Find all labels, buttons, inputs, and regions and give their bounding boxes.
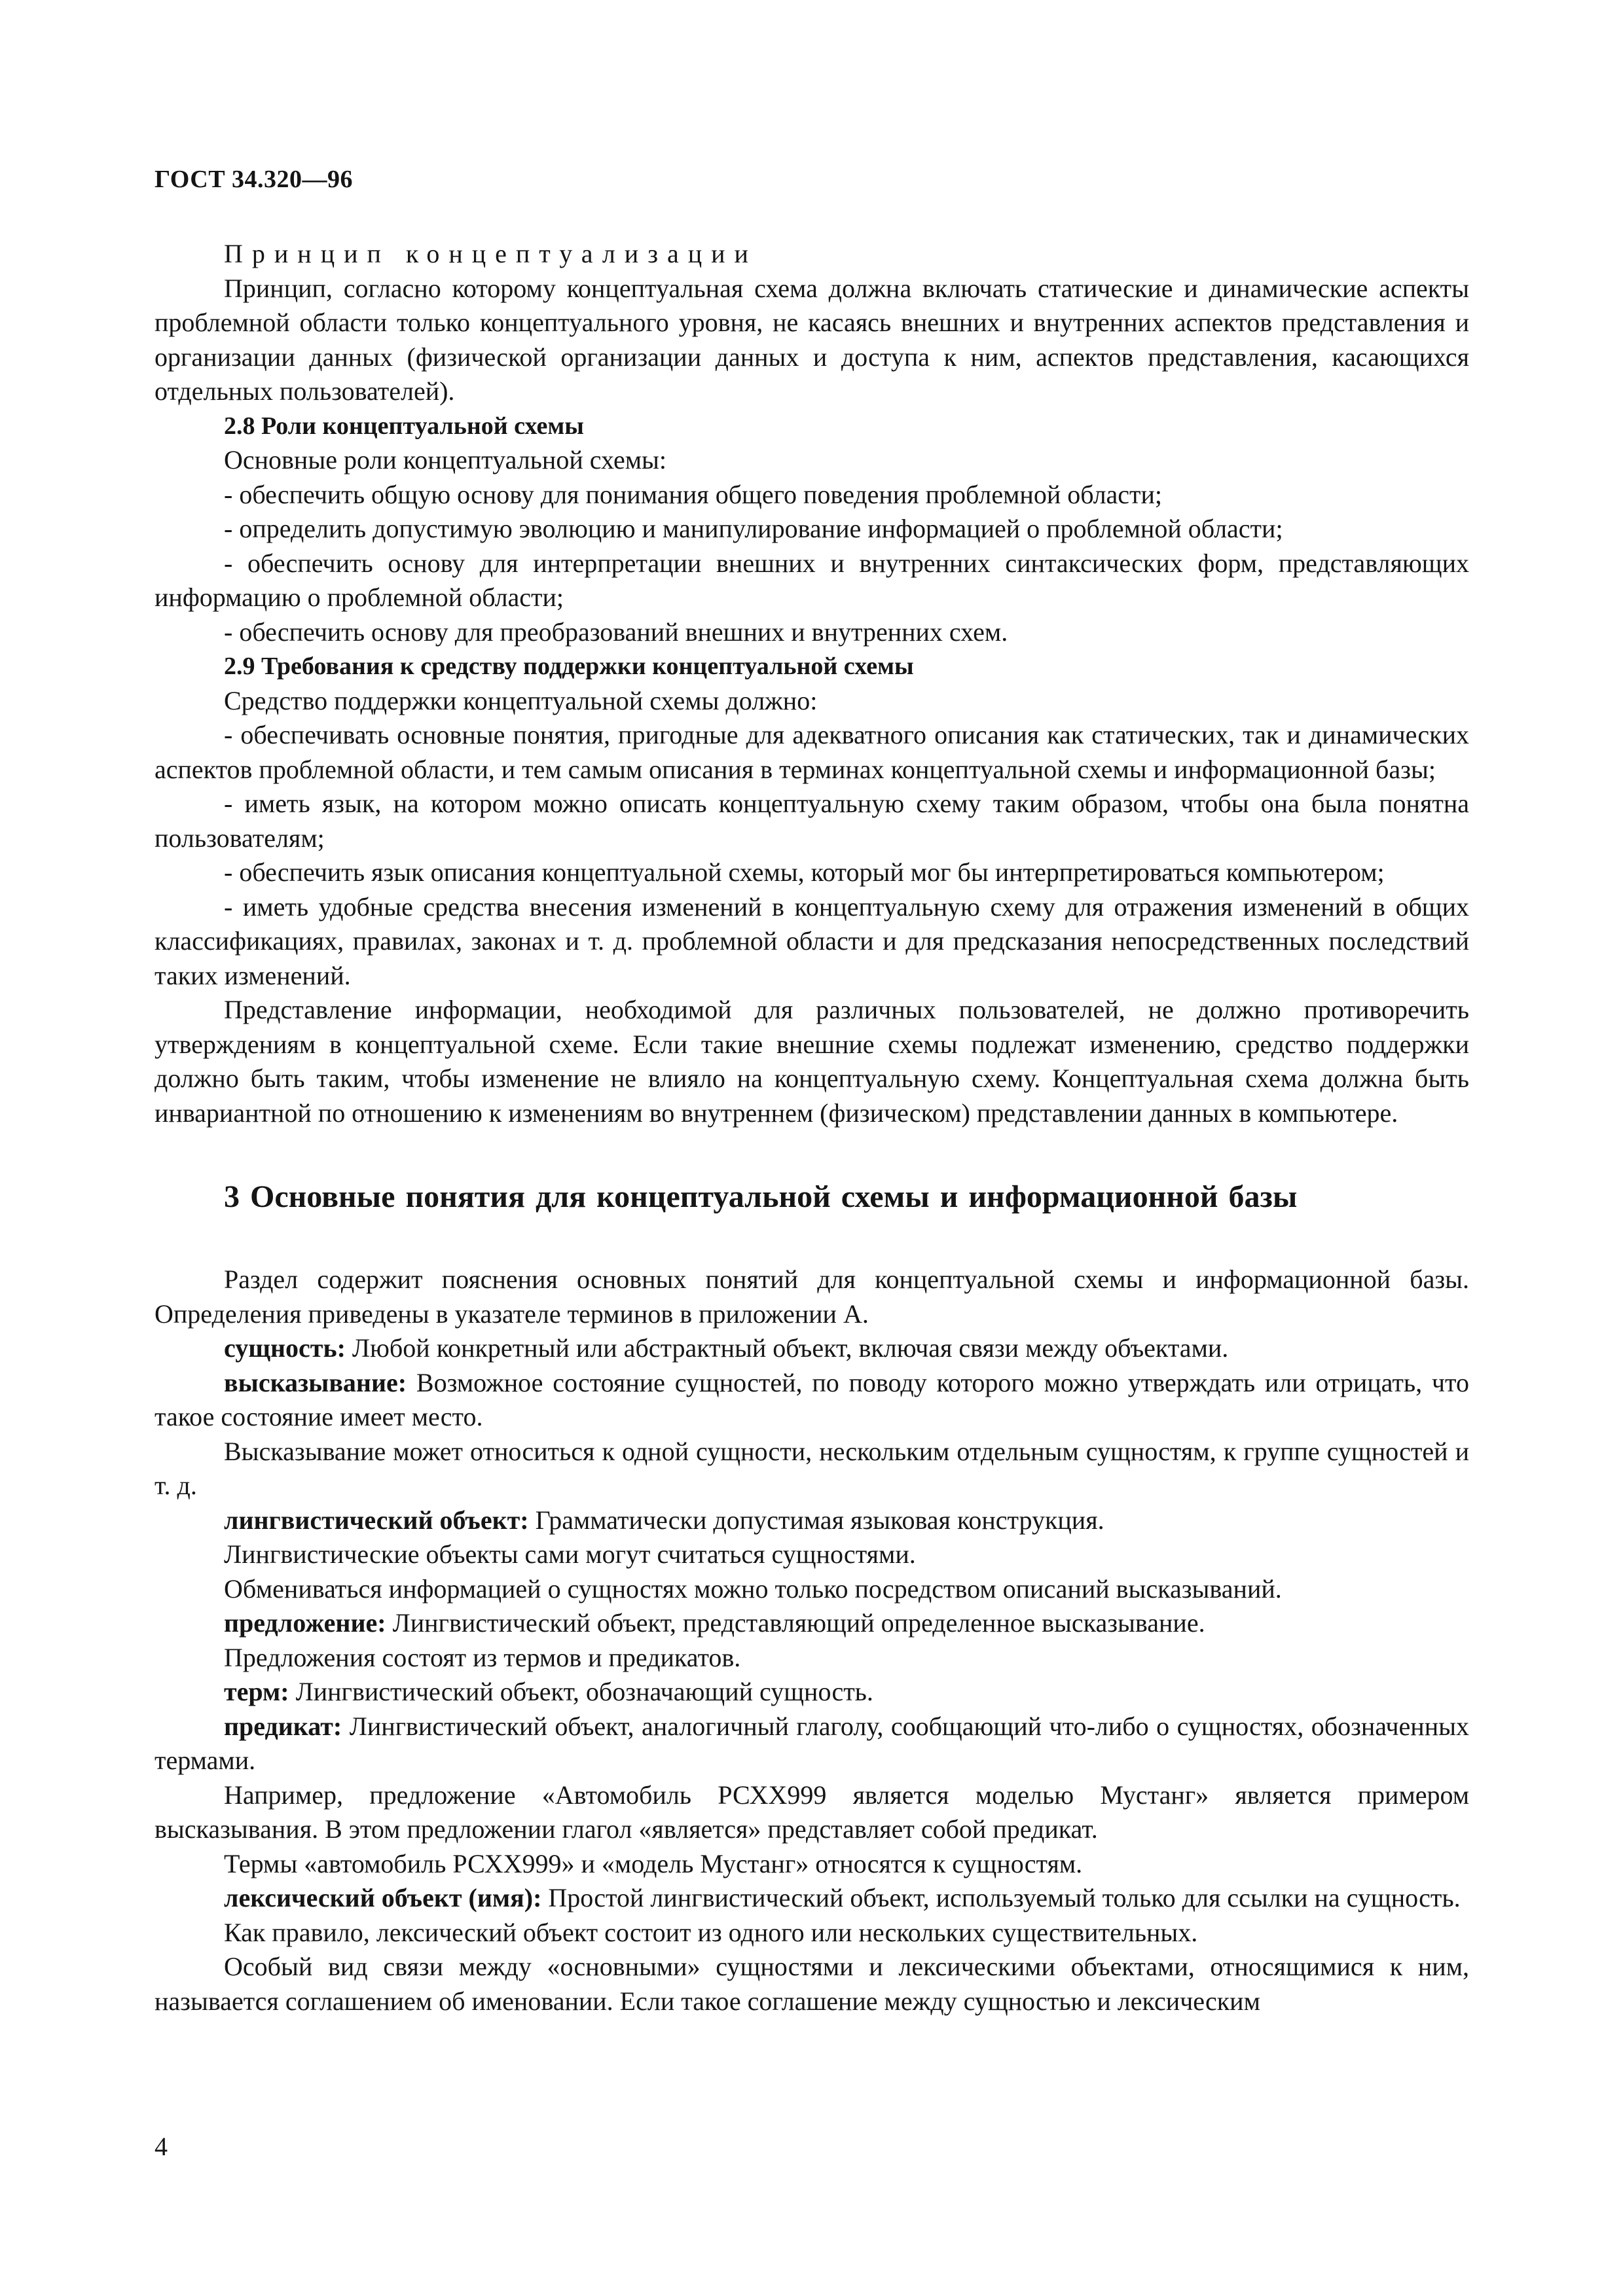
requirements-list-item: - обеспечивать основные понятия, пригодные для адекватного описания как статических, так и динамических аспектов проблемной области, и тем самым описания в терминах концептуальной схемы и информационной базы; <box>155 720 1469 784</box>
roles-list-item: - определить допустимую эволюцию и манипулирование информацией о проблемной области; <box>224 514 1283 543</box>
body-paragraph: Предложения состоят из термов и предикатов. <box>224 1642 741 1672</box>
definition-term: высказывание: <box>224 1367 407 1397</box>
definition-text: Лингвистический объект, обозначающий сущность. <box>289 1677 873 1706</box>
definition-term: лексический объект (имя): <box>224 1883 542 1912</box>
definition-text: Простой лингвистический объект, используемый только для ссылки на сущность. <box>541 1883 1461 1912</box>
definition-entity <box>155 1331 1469 1366</box>
definition-text: Лингвистический объект, аналогичный глаголу, сообщающий что-либо о сущностях, обозначенных термами. <box>155 1711 1469 1775</box>
definition-term: сущность: <box>224 1333 346 1363</box>
requirements-list-item: - обеспечить язык описания концептуальной схемы, который мог бы интерпретироваться компьютером; <box>224 857 1385 887</box>
body-paragraph: Термы «автомобиль РСХХ999» и «модель Мустанг» относятся к сущностям. <box>224 1848 1083 1878</box>
body-paragraph: Особый вид связи между «основными» сущностями и лексическими объектами, относящимися к ним, называется соглашением об именовании. Если такое соглашение между сущностью и лексическим <box>155 1952 1469 2016</box>
roles-list-item: - обеспечить основу для интерпретации внешних и внутренних синтаксических форм, представляющих информацию о проблемной области; <box>155 548 1469 612</box>
definition-linguistic-object <box>155 1503 1469 1538</box>
definition-text: Любой конкретный или абстрактный объект, включая связи между объектами. <box>345 1333 1229 1363</box>
document-code-header: ГОСТ 34.320—96 <box>155 166 354 193</box>
definition-term: лингвистический объект: <box>224 1505 529 1535</box>
subsection-heading-2-8: 2.8 Роли концептуальной схемы <box>224 412 584 440</box>
definition-text: Лингвистический объект, представляющий определенное высказывание. <box>386 1608 1205 1638</box>
requirements-closing-paragraph: Представление информации, необходимой для различных пользователей, не должно противоречить утверждениям в концептуальной схеме. Если такие внешние схемы подлежат изменению, средство поддержки должно быть таким, чтобы изменение не влияло на концептуальную схему. Концептуальная схема должна быть инвариантной по отношению к изменениям во внутреннем (физическом) представлении данных в компьютере. <box>155 995 1469 1128</box>
definition-sentence <box>155 1606 1469 1641</box>
definition-lexical-object <box>155 1881 1469 1916</box>
body-paragraph: Обмениваться информацией о сущностях можно только посредством описаний высказываний. <box>224 1573 1282 1604</box>
body-paragraph: Например, предложение «Автомобиль РСХХ999 является моделью Мустанг» является примером высказывания. В этом предложении глагол «является» представляет собой предикат. <box>155 1780 1469 1844</box>
definition-term: терм: <box>224 1677 289 1706</box>
requirements-intro: Средство поддержки концептуальной схемы должно: <box>224 685 818 715</box>
definition-proposition <box>155 1366 1469 1435</box>
section-heading-3: 3 Основные понятия для концептуальной схемы и информационной базы <box>224 1179 1298 1214</box>
page-number: 4 <box>155 2132 168 2161</box>
body-paragraph: Лингвистические объекты сами могут считаться сущностями. <box>224 1539 916 1569</box>
body-paragraph: Высказывание может относиться к одной сущности, нескольким отдельным сущностям, к группе сущностей и т. д. <box>155 1436 1469 1500</box>
roles-list-item: - обеспечить общую основу для понимания общего поведения проблемной области; <box>224 479 1163 509</box>
definition-term: предложение: <box>224 1608 386 1638</box>
body-paragraph: Как правило, лексический объект состоит из одного или нескольких существительных. <box>224 1917 1198 1947</box>
definition-text: Возможное состояние сущностей, по поводу которого можно утверждать или отрицать, что такое состояние имеет место. <box>155 1367 1469 1431</box>
section-intro-paragraph: Раздел содержит пояснения основных понятий для концептуальной схемы и информационной базы. Определения приведены в указателе терминов в приложении А. <box>155 1265 1469 1329</box>
requirements-list-item: - иметь язык, на котором можно описать концептуальную схему таким образом, чтобы она была понятна пользователям; <box>155 789 1469 853</box>
requirements-list-item: - иметь удобные средства внесения изменений в концептуальную схему для отражения изменений в общих классификациях, правилах, законах и т. д. проблемной области и для предсказания непосредственных последствий таких изменений. <box>155 891 1469 990</box>
definition-term-entry <box>155 1675 1469 1710</box>
definition-text: Грамматически допустимая языковая конструкция. <box>528 1505 1104 1535</box>
page-body <box>155 237 1469 2018</box>
subsection-heading-2-9: 2.9 Требования к средству поддержки концептуальной схемы <box>224 653 914 680</box>
principle-title: Принцип концептуализации <box>224 239 757 268</box>
definition-term: предикат: <box>224 1711 342 1741</box>
definition-predicate <box>155 1710 1469 1778</box>
roles-list-item: - обеспечить основу для преобразований внешних и внутренних схем. <box>224 617 1008 647</box>
principle-paragraph: Принцип, согласно которому концептуальная схема должна включать статические и динамические аспекты проблемной области только концептуального уровня, не касаясь внешних и внутренних аспектов представления и организации данных (физической организации данных и доступа к ним, аспектов представления, касающихся отдельных пользователей). <box>155 273 1469 406</box>
roles-intro: Основные роли концептуальной схемы: <box>224 445 667 475</box>
